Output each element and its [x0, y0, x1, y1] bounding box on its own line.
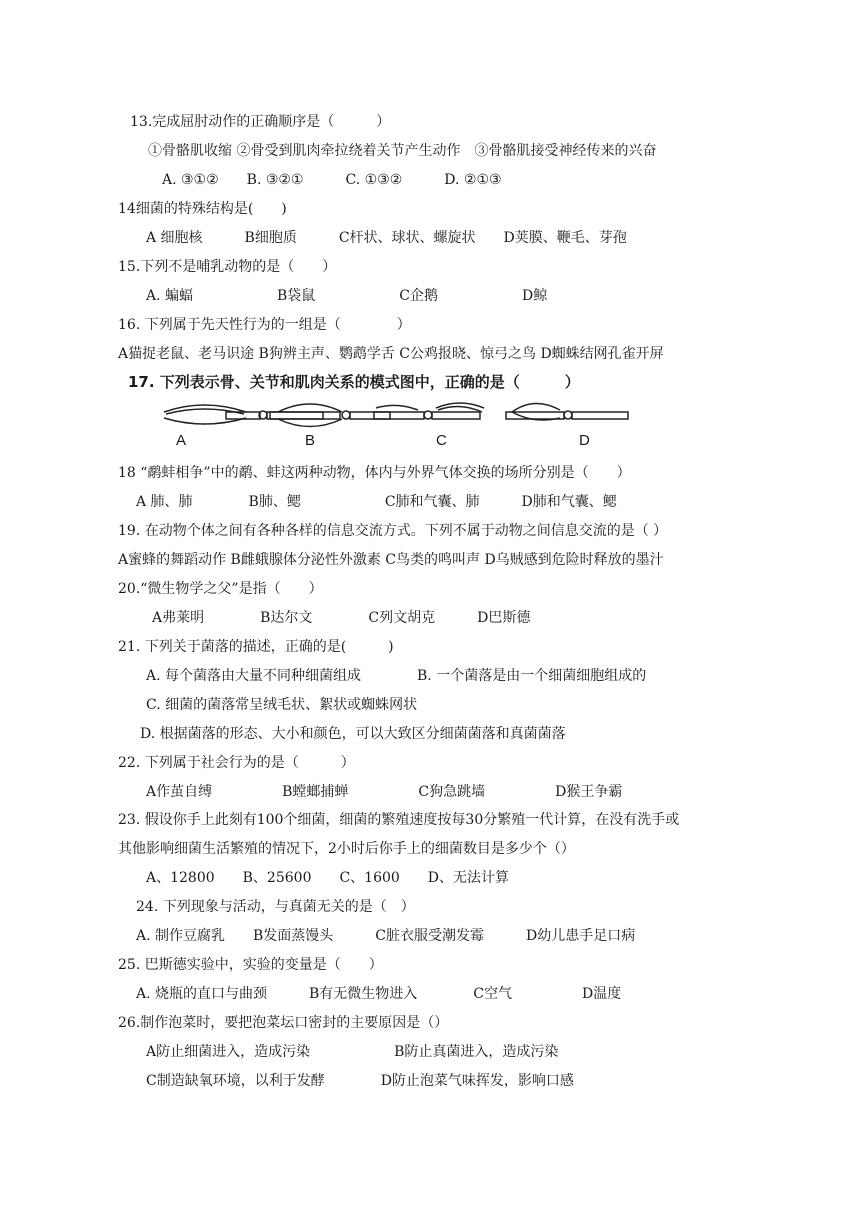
- q26-options-ab: A防止细菌进入，造成污染 B防止真菌进入，造成污染: [146, 1044, 559, 1060]
- q25-options: A. 烧瓶的直口与曲颈 B有无微生物进入 C空气 D温度: [136, 986, 622, 1002]
- q14-stem: 14细菌的特殊结构是( ): [118, 201, 287, 217]
- figure-label-c: C: [436, 432, 447, 449]
- q26-options-cd: C制造缺氧环境，以利于发酵 D防止泡菜气味挥发，影响口感: [146, 1073, 574, 1089]
- bone-joint-muscle-figure: [160, 396, 640, 452]
- q22-options: A作茧自缚 B螳螂捕蝉 C狗急跳墙 D猴王争霸: [146, 784, 623, 800]
- figure-label-b: B: [305, 432, 316, 449]
- figure-a: [164, 405, 323, 424]
- q24-stem: 24. 下列现象与活动，与真菌无关的是（ ）: [136, 899, 415, 915]
- q25-stem: 25. 巴斯德实验中，实验的变量是（ ）: [118, 957, 383, 973]
- q15-stem: 15.下列不是哺乳动物的是（ ）: [118, 259, 337, 275]
- q21-stem: 21. 下列关于菌落的描述，正确的是( ): [118, 639, 394, 655]
- figure-b: [270, 404, 390, 427]
- q21-options-ab: A. 每个菌落由大量不同种细菌组成 B. 一个菌落是由一个细菌细胞组成的: [146, 668, 647, 684]
- q22-stem: 22. 下列属于社会行为的是（ ）: [118, 755, 355, 771]
- q16-stem: 16. 下列属于先天性行为的一组是（ ）: [118, 317, 411, 333]
- q23-stem-line1: 23. 假设你手上此刻有100个细菌，细菌的繁殖速度按每30分繁殖一代计算，在没有洗手或: [118, 812, 680, 828]
- q16-options: A猫捉老鼠、老马识途 B狗辨主声、鹦鹉学舌 C公鸡报晓、惊弓之鸟 D蜘蛛结网孔雀开屏: [118, 346, 664, 362]
- q19-stem: 19. 在动物个体之间有各种各样的信息交流方式。下列不属于动物之间信息交流的是（ ）: [118, 523, 668, 539]
- figure-label-a: A: [176, 432, 187, 449]
- q15-options: A. 蝙蝠 B袋鼠 C企鹅 D鲸: [146, 288, 548, 304]
- q24-options: A. 制作豆腐乳 B发面蒸馒头 C脏衣服受潮发霉 D幼儿患手足口病: [136, 928, 636, 944]
- q13-detail: ①骨骼肌收缩 ②骨受到肌肉牵拉绕着关节产生动作 ③骨骼肌接受神经传来的兴奋: [148, 143, 657, 159]
- q23-options: A、12800 B、25600 C、1600 D、无法计算: [146, 870, 510, 886]
- q23-stem-line2: 其他影响细菌生活繁殖的情况下，2小时后你手上的细菌数目是多少个（）: [118, 841, 575, 857]
- q21-option-c: C. 细菌的菌落常呈绒毛状、絮状或蜘蛛网状: [146, 697, 418, 713]
- q20-options: A弗莱明 B达尔文 C列文胡克 D巴斯德: [152, 610, 531, 626]
- q20-stem: 20.“微生物学之父”是指（ ）: [118, 581, 323, 597]
- q13-stem: 13.完成屈肘动作的正确顺序是（ ）: [130, 114, 391, 130]
- q19-options: A蜜蜂的舞蹈动作 B雌蛾腺体分泌性外激素 C鸟类的鸣叫声 D乌贼感到危险时释放的墨汁: [118, 552, 664, 568]
- q14-options: A 细胞核 B细胞质 C杆状、球状、螺旋状 D荚膜、鞭毛、芽孢: [146, 230, 627, 246]
- q13-options: A. ③①② B. ③②① C. ①③② D. ②①③: [162, 172, 502, 188]
- q18-options: A 肺、肺 B肺、鳃 C肺和气囊、肺 D肺和气囊、鳃: [136, 494, 617, 510]
- q26-stem: 26.制作泡菜时，要把泡菜坛口密封的主要原因是（）: [118, 1015, 449, 1031]
- q21-option-d: D. 根据菌落的形态、大小和颜色，可以大致区分细菌菌落和真菌菌落: [140, 726, 566, 742]
- q17-stem: 17. 下列表示骨、关节和肌肉关系的模式图中，正确的是（ ）: [128, 373, 580, 391]
- figure-label-d: D: [579, 432, 590, 449]
- q18-stem: 18 “鹬蚌相争”中的鹬、蚌这两种动物，体内与外界气体交换的场所分别是（ ）: [118, 465, 631, 481]
- figure-d: [506, 403, 628, 420]
